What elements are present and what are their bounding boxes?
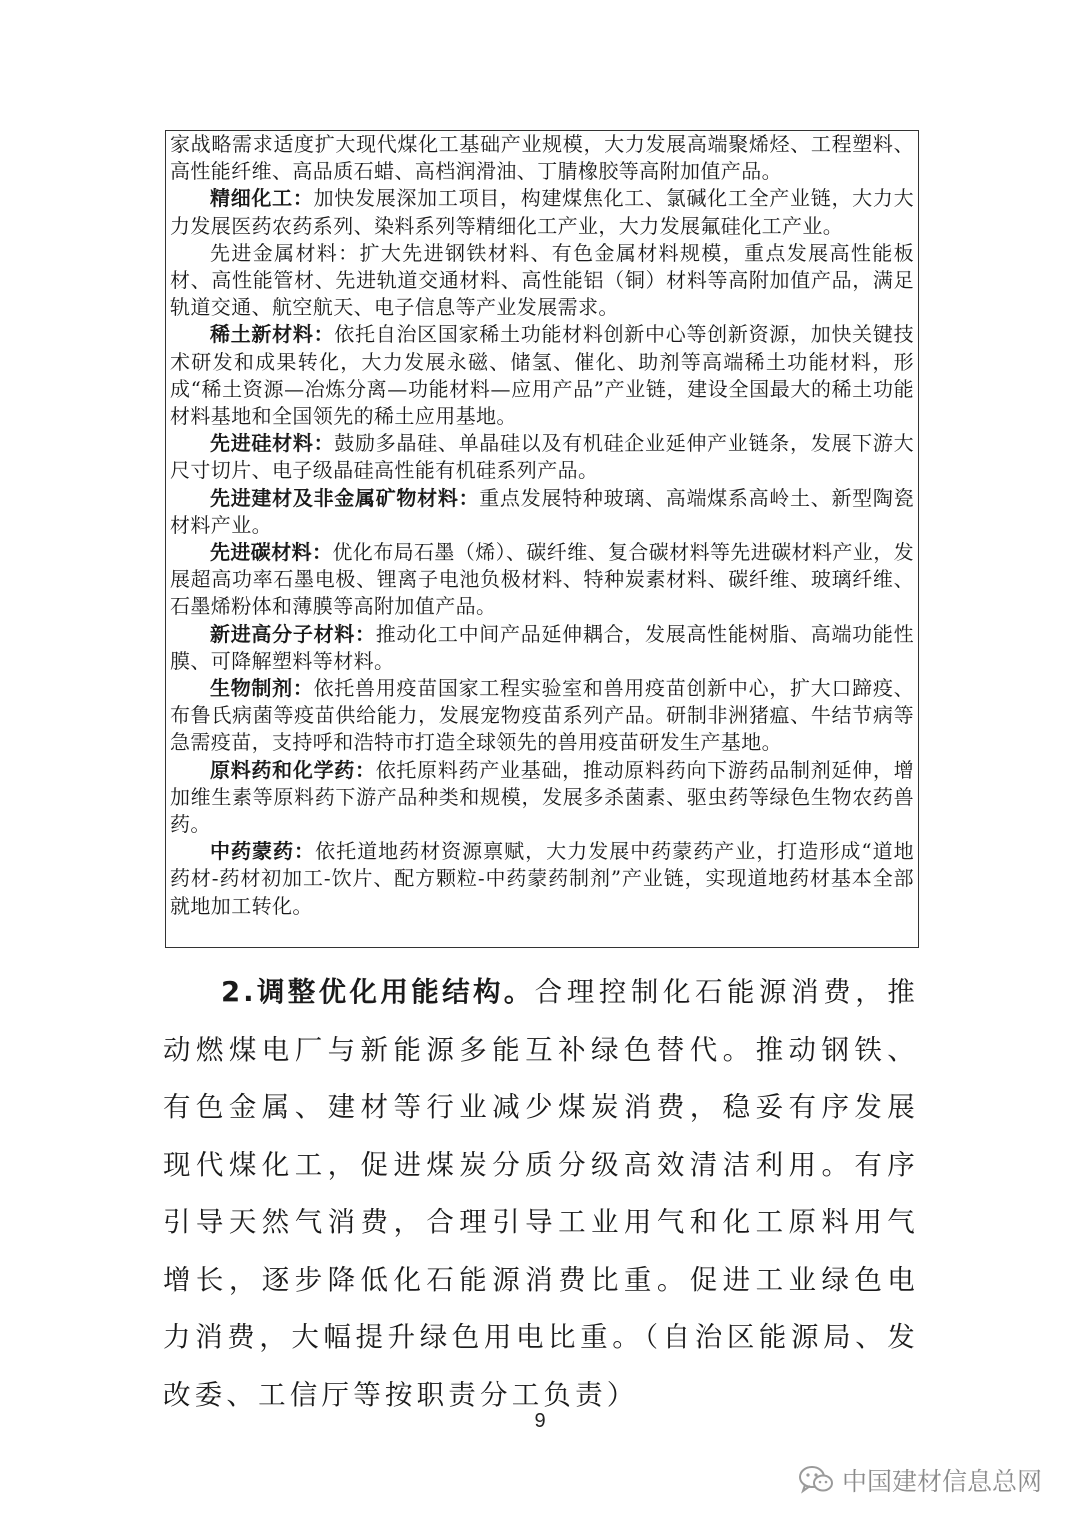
item-text: 鼓励多晶硅、单晶硅以及有机硅企业延伸产业链条，发展下游大尺寸切片、电子级晶硅高性能有机硅系列产品。 xyxy=(170,431,914,483)
item-term: 中药蒙药： xyxy=(210,839,316,864)
box-item-building-materials xyxy=(170,485,914,539)
section-energy-structure xyxy=(163,964,919,1424)
page-number: 9 xyxy=(534,1410,546,1432)
item-text: 扩大先进钢铁材料、有色金属材料规模，重点发展高性能板材、高性能管材、先进轨道交通材料、高性能铝（铜）材料等高附加值产品，满足轨道交通、航空航天、电子信息等产业发展需求。 xyxy=(170,240,914,320)
section-paragraph xyxy=(163,964,919,1424)
box-item-polymer xyxy=(170,621,914,675)
item-text: 加快发展深加工项目，构建煤焦化工、氯碱化工全产业链，大力大力发展医药农药系列、染料系列等精细化工产业，大力发展氟硅化工产业。 xyxy=(170,186,914,238)
industry-text-box xyxy=(165,130,919,948)
box-item-biologics xyxy=(170,675,914,757)
box-item-carbon xyxy=(170,539,914,621)
item-term: 原料药和化学药： xyxy=(210,757,376,782)
box-item-tcm-mongolian xyxy=(170,838,914,920)
box-intro: 家战略需求适度扩大现代煤化工基础产业规模，大力发展高端聚烯烃、工程塑料、高性能纤维、高品质石蜡、高档润滑油、丁腈橡胶等高附加值产品。 xyxy=(170,132,914,184)
section-heading: 2.调整优化用能结构。 xyxy=(221,976,535,1008)
box-item-silicon xyxy=(170,430,914,484)
item-text: 重点发展特种玻璃、高端煤系高岭土、新型陶瓷材料产业。 xyxy=(170,485,914,537)
watermark xyxy=(798,1462,1042,1498)
item-text: 依托自治区国家稀土功能材料创新中心等创新资源，加快关键技术研发和成果转化，大力发展永磁、储氢、催化、助剂等高端稀土功能材料，形成“稀土资源—冶炼分离—功能材料—应用产品”产业链，建设全国最大的稀土功能材料基地和全国领先的稀土应用基地。 xyxy=(170,322,914,429)
box-item-rare-earth xyxy=(170,321,914,430)
watermark-text: 中国建材信息总网 xyxy=(841,1467,1042,1496)
box-item-api-chemical xyxy=(170,757,914,839)
item-term: 先进碳材料： xyxy=(210,540,333,565)
item-term: 稀土新材料： xyxy=(210,322,335,347)
section-body: 合理控制化石能源消费，推动燃煤电厂与新能源多能互补绿色替代。推动钢铁、有色金属、建材等行业减少煤炭消费，稳妥有序发展现代煤化工，促进煤炭分质分级高效清洁利用。有序引导天然气消费，合理引导工业用气和化工原料用气增长，逐步降低化石能源消费比重。促进工业绿色电力消费，大幅提升绿色用电比重。（自治区能源局、发改委、工信厅等按职责分工负责） xyxy=(163,976,919,1411)
item-term: 先进硅材料： xyxy=(210,431,335,456)
box-item-advanced-metals xyxy=(170,240,914,322)
item-text: 依托兽用疫苗国家工程实验室和兽用疫苗创新中心，扩大口蹄疫、布鲁氏病菌等疫苗供给能力，发展宠物疫苗系列产品。研制非洲猪瘟、牛结节病等急需疫苗，支持呼和浩特市打造全球领先的兽用疫苗研发生产基地。 xyxy=(170,676,914,755)
item-text: 推动化工中间产品延伸耦合，发展高性能树脂、高端功能性膜、可降解塑料等材料。 xyxy=(170,621,914,673)
item-text: 依托道地药材资源禀赋，大力发展中药蒙药产业，打造形成“道地药材-药材初加工-饮片、配方颗粒-中药蒙药制剂”产业链，实现道地药材基本全部就地加工转化。 xyxy=(170,839,915,918)
item-term: 生物制剂： xyxy=(210,676,314,701)
item-term: 精细化工： xyxy=(210,186,314,211)
box-item-fine-chemicals xyxy=(170,185,914,239)
item-term: 新进高分子材料： xyxy=(210,621,376,646)
item-text: 优化布局石墨（烯）、碳纤维、复合碳材料等先进碳材料产业，发展超高功率石墨电极、锂离子电池负极材料、特种炭素材料、碳纤维、玻璃纤维、石墨烯粉体和薄膜等高附加值产品。 xyxy=(170,540,915,619)
item-term: 先进金属材料： xyxy=(210,240,360,265)
wechat-icon xyxy=(798,1465,834,1495)
item-term: 先进建材及非金属矿物材料： xyxy=(210,485,480,510)
item-text: 依托原料药产业基础，推动原料药向下游药品制剂延伸，增加维生素等原料药下游产品种类和规模，发展多杀菌素、驱虫药等绿色生物农药兽药。 xyxy=(170,757,914,837)
